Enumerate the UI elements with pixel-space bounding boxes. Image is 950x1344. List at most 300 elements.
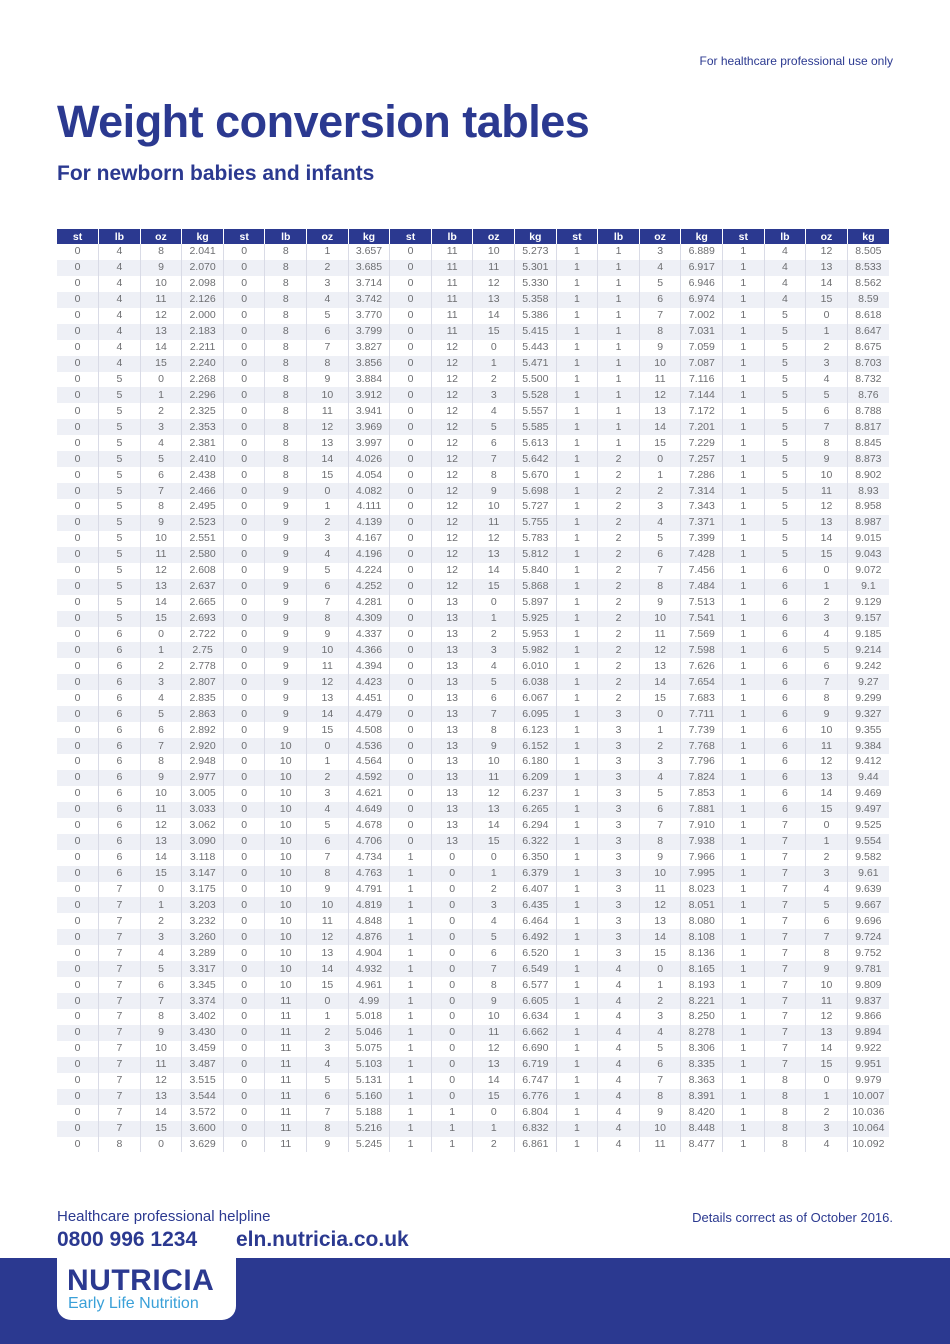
table-cell-kg: 5.443 bbox=[515, 340, 557, 356]
website-link[interactable]: eln.nutricia.co.uk bbox=[236, 1228, 409, 1251]
table-cell-oz: 10 bbox=[639, 866, 681, 882]
table-cell-kg: 3.147 bbox=[182, 866, 224, 882]
table-cell-kg: 6.549 bbox=[515, 961, 557, 977]
table-row bbox=[57, 372, 889, 388]
table-cell-st: 0 bbox=[57, 674, 99, 690]
table-cell-kg: 3.033 bbox=[182, 802, 224, 818]
table-cell-kg: 5.386 bbox=[515, 308, 557, 324]
table-cell-st: 0 bbox=[57, 913, 99, 929]
column-header-lb: lb bbox=[764, 229, 806, 244]
table-cell-lb: 4 bbox=[598, 1137, 640, 1153]
table-cell-st: 1 bbox=[556, 929, 598, 945]
table-cell-st: 1 bbox=[556, 419, 598, 435]
table-cell-oz: 15 bbox=[307, 722, 349, 738]
table-cell-oz: 9 bbox=[473, 993, 515, 1009]
table-cell-st: 0 bbox=[223, 1025, 265, 1041]
table-cell-st: 1 bbox=[723, 483, 765, 499]
table-cell-st: 0 bbox=[223, 642, 265, 658]
table-cell-kg: 7.172 bbox=[681, 403, 723, 419]
table-cell-oz: 13 bbox=[473, 292, 515, 308]
table-cell-lb: 7 bbox=[99, 961, 141, 977]
table-cell-oz: 14 bbox=[473, 563, 515, 579]
table-cell-st: 1 bbox=[390, 1041, 432, 1057]
table-cell-oz: 8 bbox=[639, 834, 681, 850]
table-cell-lb: 5 bbox=[99, 403, 141, 419]
table-cell-oz: 8 bbox=[639, 579, 681, 595]
table-cell-kg: 7.796 bbox=[681, 754, 723, 770]
table-cell-st: 1 bbox=[723, 882, 765, 898]
table-cell-kg: 3.005 bbox=[182, 786, 224, 802]
table-cell-oz: 1 bbox=[307, 244, 349, 260]
table-cell-lb: 6 bbox=[99, 850, 141, 866]
table-cell-oz: 13 bbox=[473, 802, 515, 818]
table-cell-lb: 1 bbox=[598, 387, 640, 403]
table-cell-kg: 7.513 bbox=[681, 595, 723, 611]
table-cell-lb: 13 bbox=[431, 706, 473, 722]
table-cell-lb: 12 bbox=[431, 515, 473, 531]
table-cell-kg: 2.495 bbox=[182, 499, 224, 515]
table-cell-lb: 5 bbox=[99, 467, 141, 483]
table-cell-lb: 10 bbox=[265, 834, 307, 850]
table-cell-lb: 13 bbox=[431, 834, 473, 850]
table-cell-kg: 2.778 bbox=[182, 658, 224, 674]
table-cell-oz: 5 bbox=[140, 451, 182, 467]
table-cell-lb: 6 bbox=[99, 818, 141, 834]
table-cell-st: 1 bbox=[556, 467, 598, 483]
table-cell-kg: 8.958 bbox=[855, 500, 882, 513]
table-cell-lb: 8 bbox=[265, 419, 307, 435]
table-cell-kg: 9.866 bbox=[855, 1010, 882, 1023]
table-cell-st: 1 bbox=[556, 850, 598, 866]
table-cell-kg: 5.925 bbox=[515, 611, 557, 627]
table-cell-st: 1 bbox=[556, 897, 598, 913]
table-cell-kg: 7.626 bbox=[681, 658, 723, 674]
table-cell-kg: 3.770 bbox=[348, 308, 390, 324]
table-cell-oz: 4 bbox=[307, 802, 349, 818]
table-cell-lb: 3 bbox=[598, 945, 640, 961]
table-cell-st: 1 bbox=[723, 324, 765, 340]
table-cell-oz: 5 bbox=[307, 818, 349, 834]
table-cell-st: 0 bbox=[57, 372, 99, 388]
table-cell-kg: 4.904 bbox=[348, 945, 390, 961]
table-cell-st: 1 bbox=[556, 579, 598, 595]
table-cell-oz: 8 bbox=[140, 754, 182, 770]
table-cell-oz: 7 bbox=[307, 340, 349, 356]
table-cell-kg: 6.946 bbox=[681, 276, 723, 292]
table-cell-oz: 3 bbox=[639, 754, 681, 770]
table-cell-st: 1 bbox=[723, 451, 765, 467]
table-cell-oz: 4 bbox=[140, 435, 182, 451]
table-cell-oz: 1 bbox=[140, 387, 182, 403]
table-cell-st: 0 bbox=[390, 403, 432, 419]
table-cell-st: 1 bbox=[556, 1009, 598, 1025]
table-cell-st: 0 bbox=[223, 611, 265, 627]
table-cell-lb: 7 bbox=[99, 1057, 141, 1073]
table-cell-st: 1 bbox=[723, 1137, 765, 1153]
table-cell-st: 1 bbox=[556, 403, 598, 419]
table-cell-oz: 5 bbox=[473, 929, 515, 945]
table-cell-oz: 10 bbox=[140, 276, 182, 292]
table-row bbox=[57, 499, 889, 515]
professional-use-note: For healthcare professional use only bbox=[699, 54, 893, 68]
table-cell-kg: 6.038 bbox=[515, 674, 557, 690]
table-cell-lb: 7 bbox=[99, 1089, 141, 1105]
table-cell-kg: 2.126 bbox=[182, 292, 224, 308]
table-cell-kg: 6.804 bbox=[515, 1105, 557, 1121]
table-cell-kg: 8.562 bbox=[855, 277, 882, 290]
table-cell-lb: 3 bbox=[598, 834, 640, 850]
table-cell-lb: 11 bbox=[431, 276, 473, 292]
table-cell-oz: 4 bbox=[639, 1025, 681, 1041]
table-cell-kg: 4.706 bbox=[348, 834, 390, 850]
table-cell-st: 1 bbox=[723, 1073, 765, 1089]
table-cell-oz: 1 bbox=[806, 834, 848, 850]
table-cell-st: 1 bbox=[390, 1121, 432, 1137]
table-cell-kg: 2.892 bbox=[182, 722, 224, 738]
table-cell-st: 1 bbox=[723, 547, 765, 563]
table-cell-st: 1 bbox=[723, 292, 765, 308]
table-cell-st: 1 bbox=[723, 515, 765, 531]
table-cell-st: 1 bbox=[556, 547, 598, 563]
table-cell-lb: 7 bbox=[764, 993, 806, 1009]
table-cell-kg: 8.448 bbox=[681, 1121, 723, 1137]
table-cell-lb: 5 bbox=[764, 403, 806, 419]
table-cell-kg: 5.727 bbox=[515, 499, 557, 515]
table-cell-lb: 5 bbox=[99, 451, 141, 467]
table-cell-kg: 9.922 bbox=[855, 1042, 882, 1055]
table-cell-oz: 12 bbox=[806, 244, 848, 260]
table-cell-oz: 13 bbox=[140, 579, 182, 595]
table-cell-kg: 5.471 bbox=[515, 356, 557, 372]
table-cell-lb: 2 bbox=[598, 547, 640, 563]
table-cell-oz: 11 bbox=[473, 515, 515, 531]
table-cell-st: 0 bbox=[223, 882, 265, 898]
table-row bbox=[57, 595, 889, 611]
table-cell-lb: 3 bbox=[598, 897, 640, 913]
table-cell-oz: 5 bbox=[307, 308, 349, 324]
table-cell-oz: 10 bbox=[639, 611, 681, 627]
table-cell-kg: 7.116 bbox=[681, 372, 723, 388]
table-cell-kg: 5.188 bbox=[348, 1105, 390, 1121]
table-cell-st: 1 bbox=[556, 595, 598, 611]
table-cell-st: 1 bbox=[723, 802, 765, 818]
table-row bbox=[57, 786, 889, 802]
table-cell-oz: 5 bbox=[639, 276, 681, 292]
table-cell-lb: 5 bbox=[99, 595, 141, 611]
table-cell-st: 1 bbox=[556, 372, 598, 388]
table-cell-lb: 7 bbox=[764, 913, 806, 929]
table-cell-lb: 12 bbox=[431, 451, 473, 467]
table-cell-lb: 5 bbox=[99, 499, 141, 515]
table-cell-kg: 5.642 bbox=[515, 451, 557, 467]
table-cell-oz: 6 bbox=[473, 945, 515, 961]
table-cell-st: 1 bbox=[723, 1041, 765, 1057]
table-cell-st: 0 bbox=[57, 882, 99, 898]
table-cell-lb: 8 bbox=[265, 403, 307, 419]
table-cell-st: 1 bbox=[723, 690, 765, 706]
table-cell-oz: 2 bbox=[307, 515, 349, 531]
table-cell-kg: 2.296 bbox=[182, 387, 224, 403]
table-cell-st: 0 bbox=[223, 483, 265, 499]
table-cell-kg: 9.44 bbox=[847, 770, 889, 786]
table-cell-lb: 5 bbox=[764, 372, 806, 388]
table-cell-lb: 7 bbox=[764, 897, 806, 913]
table-cell-st: 1 bbox=[723, 929, 765, 945]
table-cell-oz: 13 bbox=[307, 690, 349, 706]
table-cell-st: 1 bbox=[556, 356, 598, 372]
table-cell-kg: 2.693 bbox=[182, 611, 224, 627]
table-cell-lb: 12 bbox=[431, 419, 473, 435]
table-cell-kg: 5.160 bbox=[348, 1089, 390, 1105]
table-cell-st: 0 bbox=[57, 387, 99, 403]
table-cell-lb: 1 bbox=[431, 1105, 473, 1121]
table-cell-lb: 5 bbox=[99, 563, 141, 579]
table-cell-lb: 5 bbox=[764, 324, 806, 340]
table-cell-st: 0 bbox=[57, 244, 99, 260]
table-cell-oz: 9 bbox=[639, 340, 681, 356]
table-cell-oz: 11 bbox=[140, 802, 182, 818]
table-cell-st: 0 bbox=[223, 260, 265, 276]
table-cell-kg: 3.374 bbox=[182, 993, 224, 1009]
page-title: Weight conversion tables bbox=[57, 96, 590, 147]
table-cell-st: 1 bbox=[390, 1089, 432, 1105]
table-cell-kg: 9.809 bbox=[855, 978, 882, 991]
table-cell-st: 0 bbox=[57, 754, 99, 770]
table-cell-kg: 9.327 bbox=[847, 706, 889, 722]
table-cell-kg: 2.948 bbox=[182, 754, 224, 770]
table-cell-oz: 12 bbox=[639, 642, 681, 658]
table-cell-st: 1 bbox=[390, 1105, 432, 1121]
table-cell-oz: 1 bbox=[806, 579, 848, 595]
table-cell-lb: 1 bbox=[431, 1121, 473, 1137]
table-cell-oz: 11 bbox=[806, 738, 848, 754]
table-cell-lb: 5 bbox=[764, 435, 806, 451]
table-cell-kg: 6.237 bbox=[515, 786, 557, 802]
table-cell-lb: 8 bbox=[265, 324, 307, 340]
table-cell-lb: 11 bbox=[265, 1073, 307, 1089]
table-cell-st: 0 bbox=[57, 403, 99, 419]
table-cell-st: 1 bbox=[723, 356, 765, 372]
table-cell-lb: 6 bbox=[764, 786, 806, 802]
table-cell-st: 0 bbox=[390, 690, 432, 706]
table-cell-kg: 7.910 bbox=[681, 818, 723, 834]
table-cell-st: 1 bbox=[390, 977, 432, 993]
table-cell-lb: 8 bbox=[265, 387, 307, 403]
table-cell-lb: 13 bbox=[431, 818, 473, 834]
table-cell-oz: 13 bbox=[473, 547, 515, 563]
table-row bbox=[57, 1025, 889, 1041]
table-cell-lb: 4 bbox=[99, 276, 141, 292]
table-cell-kg: 5.075 bbox=[348, 1041, 390, 1057]
table-cell-lb: 0 bbox=[431, 1089, 473, 1105]
table-cell-lb: 7 bbox=[764, 866, 806, 882]
table-cell-oz: 7 bbox=[140, 993, 182, 1009]
table-cell-st: 1 bbox=[390, 1009, 432, 1025]
table-cell-kg: 8.250 bbox=[681, 1009, 723, 1025]
table-cell-oz: 0 bbox=[140, 1137, 182, 1153]
table-cell-kg: 2.551 bbox=[182, 531, 224, 547]
table-cell-st: 1 bbox=[556, 802, 598, 818]
table-cell-kg: 4.508 bbox=[348, 722, 390, 738]
table-cell-kg: 8.165 bbox=[681, 961, 723, 977]
table-cell-kg: 9.951 bbox=[847, 1057, 889, 1073]
table-cell-oz: 1 bbox=[806, 324, 848, 340]
table-cell-st: 0 bbox=[390, 340, 432, 356]
table-cell-kg: 3.459 bbox=[182, 1041, 224, 1057]
table-cell-lb: 13 bbox=[431, 658, 473, 674]
table-cell-oz: 15 bbox=[473, 1089, 515, 1105]
table-cell-kg: 10.064 bbox=[847, 1121, 889, 1137]
table-cell-st: 0 bbox=[223, 403, 265, 419]
table-cell-st: 1 bbox=[723, 706, 765, 722]
table-cell-kg: 7.569 bbox=[681, 627, 723, 643]
table-cell-oz: 9 bbox=[140, 770, 182, 786]
table-cell-oz: 14 bbox=[473, 1073, 515, 1089]
table-cell-oz: 1 bbox=[639, 722, 681, 738]
table-cell-lb: 12 bbox=[431, 340, 473, 356]
table-cell-kg: 7.881 bbox=[681, 802, 723, 818]
table-cell-st: 0 bbox=[57, 627, 99, 643]
table-cell-oz: 2 bbox=[140, 403, 182, 419]
table-cell-st: 1 bbox=[723, 1009, 765, 1025]
table-cell-st: 1 bbox=[390, 1137, 432, 1153]
table-cell-st: 0 bbox=[223, 276, 265, 292]
table-cell-oz: 6 bbox=[307, 1089, 349, 1105]
table-cell-st: 0 bbox=[390, 802, 432, 818]
table-cell-oz: 7 bbox=[639, 818, 681, 834]
table-cell-st: 1 bbox=[556, 786, 598, 802]
table-cell-lb: 1 bbox=[598, 340, 640, 356]
table-cell-st: 0 bbox=[223, 722, 265, 738]
table-cell-kg: 4.167 bbox=[348, 531, 390, 547]
table-cell-lb: 4 bbox=[598, 993, 640, 1009]
table-cell-kg: 4.961 bbox=[348, 977, 390, 993]
table-cell-oz: 4 bbox=[639, 515, 681, 531]
table-cell-oz: 3 bbox=[639, 1009, 681, 1025]
table-cell-st: 0 bbox=[57, 276, 99, 292]
table-cell-oz: 12 bbox=[140, 1073, 182, 1089]
table-row bbox=[57, 722, 889, 738]
table-cell-st: 1 bbox=[723, 1089, 765, 1105]
table-cell-kg: 5.273 bbox=[515, 244, 557, 260]
table-cell-st: 1 bbox=[556, 690, 598, 706]
table-row bbox=[57, 802, 889, 818]
table-row bbox=[57, 244, 889, 260]
table-cell-kg: 4.763 bbox=[348, 866, 390, 882]
table-cell-st: 0 bbox=[223, 579, 265, 595]
helpline-phone-number[interactable]: 0800 996 1234 bbox=[57, 1228, 198, 1251]
table-cell-kg: 6.010 bbox=[515, 658, 557, 674]
nutricia-logo bbox=[57, 1258, 236, 1320]
table-cell-kg: 6.294 bbox=[515, 818, 557, 834]
table-cell-lb: 13 bbox=[431, 690, 473, 706]
table-cell-st: 1 bbox=[723, 866, 765, 882]
table-cell-st: 1 bbox=[723, 531, 765, 547]
table-row bbox=[57, 627, 889, 643]
table-cell-lb: 4 bbox=[598, 1089, 640, 1105]
table-cell-st: 0 bbox=[57, 260, 99, 276]
table-cell-kg: 5.868 bbox=[515, 579, 557, 595]
table-row bbox=[57, 690, 889, 706]
table-cell-lb: 4 bbox=[99, 340, 141, 356]
table-cell-oz: 12 bbox=[140, 563, 182, 579]
table-cell-kg: 5.755 bbox=[515, 515, 557, 531]
table-cell-oz: 1 bbox=[806, 1089, 848, 1105]
table-cell-lb: 0 bbox=[431, 961, 473, 977]
table-cell-st: 1 bbox=[556, 515, 598, 531]
table-cell-oz: 11 bbox=[639, 882, 681, 898]
table-cell-oz: 3 bbox=[140, 929, 182, 945]
table-cell-kg: 4.621 bbox=[348, 786, 390, 802]
table-row bbox=[57, 451, 889, 467]
table-cell-lb: 8 bbox=[265, 244, 307, 260]
table-cell-oz: 10 bbox=[806, 977, 848, 993]
table-cell-oz: 6 bbox=[307, 324, 349, 340]
table-cell-lb: 3 bbox=[598, 706, 640, 722]
table-cell-kg: 5.046 bbox=[348, 1025, 390, 1041]
table-cell-kg: 8.335 bbox=[681, 1057, 723, 1073]
table-cell-kg: 3.232 bbox=[182, 913, 224, 929]
table-cell-lb: 5 bbox=[99, 611, 141, 627]
table-cell-kg: 9.412 bbox=[855, 755, 882, 768]
table-cell-oz: 3 bbox=[473, 897, 515, 913]
table-cell-oz: 3 bbox=[307, 531, 349, 547]
table-cell-kg: 6.379 bbox=[515, 866, 557, 882]
table-cell-st: 0 bbox=[390, 658, 432, 674]
table-cell-lb: 12 bbox=[431, 547, 473, 563]
column-header-oz: oz bbox=[140, 229, 182, 244]
table-cell-oz: 0 bbox=[806, 818, 848, 834]
table-cell-lb: 9 bbox=[265, 690, 307, 706]
table-cell-kg: 6.350 bbox=[515, 850, 557, 866]
table-cell-kg: 7.456 bbox=[681, 563, 723, 579]
table-row bbox=[57, 913, 889, 929]
table-cell-st: 1 bbox=[556, 1057, 598, 1073]
table-cell-oz: 9 bbox=[639, 850, 681, 866]
table-cell-st: 0 bbox=[57, 977, 99, 993]
table-cell-st: 0 bbox=[223, 356, 265, 372]
table-cell-kg: 6.067 bbox=[515, 690, 557, 706]
table-cell-oz: 0 bbox=[806, 1073, 848, 1089]
table-row bbox=[57, 866, 889, 882]
table-cell-lb: 12 bbox=[431, 467, 473, 483]
table-cell-lb: 3 bbox=[598, 913, 640, 929]
table-cell-oz: 1 bbox=[140, 897, 182, 913]
table-cell-oz: 4 bbox=[806, 882, 848, 898]
table-cell-oz: 9 bbox=[140, 260, 182, 276]
table-cell-st: 0 bbox=[57, 1009, 99, 1025]
table-cell-kg: 10.036 bbox=[852, 1106, 885, 1119]
table-cell-oz: 15 bbox=[140, 356, 182, 372]
table-cell-oz: 4 bbox=[307, 547, 349, 563]
table-cell-kg: 6.974 bbox=[681, 292, 723, 308]
table-cell-st: 1 bbox=[723, 1105, 765, 1121]
table-cell-kg: 2.580 bbox=[182, 547, 224, 563]
table-cell-kg: 9.27 bbox=[847, 674, 889, 690]
table-cell-kg: 3.203 bbox=[182, 897, 224, 913]
table-cell-lb: 9 bbox=[265, 515, 307, 531]
table-cell-st: 1 bbox=[556, 754, 598, 770]
table-cell-oz: 6 bbox=[639, 292, 681, 308]
table-cell-kg: 4.649 bbox=[348, 802, 390, 818]
table-cell-oz: 0 bbox=[307, 738, 349, 754]
table-cell-st: 0 bbox=[390, 435, 432, 451]
table-cell-kg: 7.824 bbox=[681, 770, 723, 786]
table-cell-kg: 4.054 bbox=[348, 467, 390, 483]
table-cell-kg: 2.410 bbox=[182, 451, 224, 467]
table-cell-oz: 15 bbox=[806, 547, 848, 563]
table-cell-oz: 5 bbox=[639, 1041, 681, 1057]
